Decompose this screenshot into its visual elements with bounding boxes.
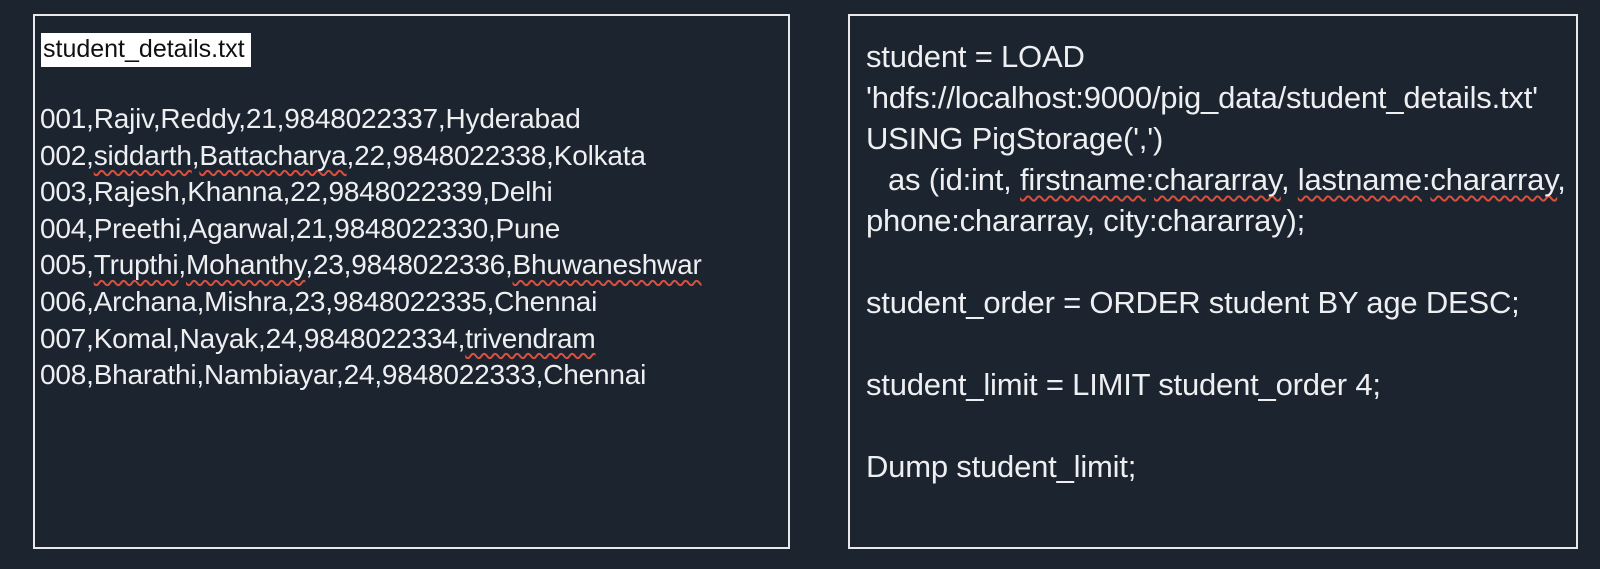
text-line <box>40 284 782 321</box>
text-segment: phone:chararray, city:chararray); <box>866 203 1306 238</box>
text-line <box>866 77 1568 118</box>
misspelled-word: lastname <box>1297 162 1422 197</box>
misspelled-word: trivendram <box>465 322 596 354</box>
pig-script-panel[interactable] <box>848 14 1578 549</box>
text-line <box>40 357 782 394</box>
text-segment: 007,Komal,Nayak,24,9848022334, <box>40 322 466 354</box>
text-segment: , <box>1280 162 1298 197</box>
text-segment: as (id:int, <box>888 162 1020 197</box>
text-line <box>866 364 1568 405</box>
misspelled-word: chararray <box>1154 162 1281 197</box>
text-line <box>866 36 1568 77</box>
text-segment: 001,Rajiv,Reddy,21,9848022337,Hyderabad <box>40 103 581 134</box>
text-segment: student_limit = LIMIT student_order 4; <box>866 367 1381 402</box>
text-segment: 005, <box>40 249 94 281</box>
text-segment: 004,Preethi,Agarwal,21,9848022330,Pune <box>40 212 561 244</box>
text-segment: 008,Bharathi,Nambiayar,24,9848022333,Chennai <box>40 359 647 391</box>
text-segment: 002, <box>40 139 94 171</box>
file-name-label: student_details.txt <box>41 33 251 67</box>
text-segment: ,22,9848022338,Kolkata <box>346 139 646 171</box>
text-line <box>40 247 782 284</box>
student-details-file-panel[interactable] <box>33 14 790 549</box>
text-segment: Dump student_limit; <box>866 449 1137 484</box>
text-line <box>866 282 1568 323</box>
text-line <box>866 159 1568 200</box>
misspelled-word: Trupthi <box>93 249 179 281</box>
text-line <box>866 405 1568 446</box>
misspelled-word: siddarth <box>93 139 192 171</box>
text-line <box>866 446 1568 487</box>
misspelled-word: Battacharya <box>199 139 347 171</box>
text-segment: student = LOAD <box>866 39 1085 74</box>
misspelled-word: Mohanthy <box>186 249 306 281</box>
text-line <box>40 174 782 211</box>
text-segment: , <box>191 139 200 171</box>
text-line <box>40 211 782 248</box>
text-line <box>866 323 1568 364</box>
misspelled-word: Bhuwaneshwar <box>512 249 702 281</box>
pig-script-content <box>866 36 1568 487</box>
text-segment: ,23,9848022336, <box>305 249 513 281</box>
text-segment: 'hdfs://localhost:9000/pig_data/student_details.txt' <box>866 80 1538 115</box>
text-segment: USING PigStorage(',') <box>866 121 1164 156</box>
text-line <box>40 101 782 138</box>
text-segment: : <box>1145 162 1155 197</box>
text-segment: 003,Rajesh,Khanna,22,9848022339,Delhi <box>40 176 553 208</box>
text-segment: , <box>178 249 187 281</box>
text-segment: student_order = ORDER student BY age DESC; <box>866 285 1520 320</box>
text-line <box>866 200 1568 241</box>
text-segment: : <box>1421 162 1431 197</box>
text-line <box>40 321 782 358</box>
text-line <box>866 241 1568 282</box>
text-segment: , <box>1557 162 1566 197</box>
text-segment: 006,Archana,Mishra,23,9848022335,Chennai <box>40 285 598 317</box>
text-line <box>866 118 1568 159</box>
misspelled-word: chararray <box>1430 162 1558 197</box>
misspelled-word: firstname <box>1019 162 1146 197</box>
file-content <box>40 101 782 394</box>
text-line <box>40 138 782 175</box>
